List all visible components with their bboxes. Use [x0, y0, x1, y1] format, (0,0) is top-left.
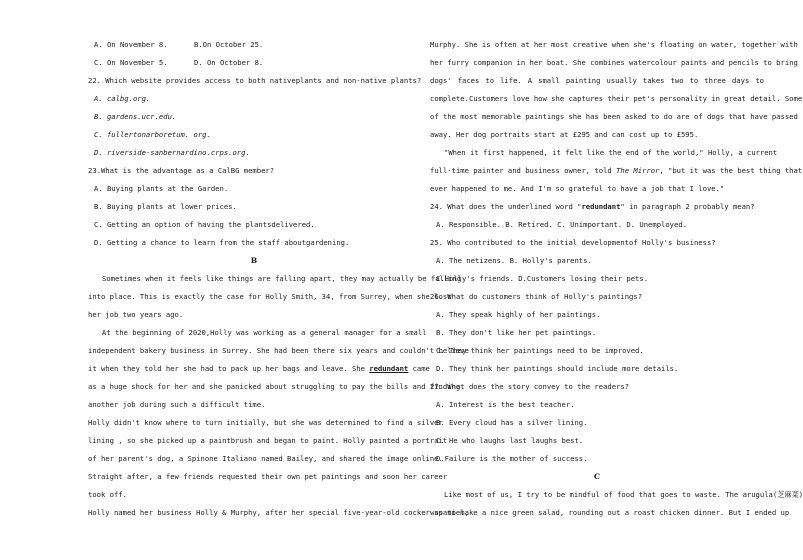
q26-option-d: D. They think her paintings should include more details.	[436, 364, 679, 373]
right-column	[430, 36, 803, 522]
left-column	[88, 36, 469, 522]
q22-option-a: A. calbg.org.	[94, 94, 151, 103]
q26-option-c: C. They think her paintings need to be improved.	[436, 346, 644, 355]
q25-options-row2: C.Holly's friends. D.Customers losing their pets.	[436, 274, 649, 283]
q23-option-d: D. Getting a chance to learn from the staff aboutgardening.	[94, 238, 350, 247]
passage-b-line: took off.	[88, 490, 127, 499]
passage-b-line: Holly didn't know where to turn initially, but she was determined to find a silver	[88, 418, 443, 427]
q27-option-b: B. Every cloud has a silver lining.	[436, 418, 588, 427]
passage-b-line-redundant: it when they told her she had to pack up her bags and leave. She redundant came	[88, 364, 430, 373]
passage-b-line: of her parent's dog, a Spinone Italiano named Bailey, and shared the image online.	[88, 454, 443, 463]
q21-option-c: C. On November 5.	[94, 58, 168, 67]
q27-option-d: D.Failure is the mother of success.	[436, 454, 588, 463]
passage-b-cont-line: of the most memorable paintings she has been asked to do are of dogs that have passed	[430, 112, 798, 121]
q26-option-a: A. They speak highly of her paintings.	[436, 310, 601, 319]
passage-b-cont-line: dogs' faces to life. A small painting usually takes two to three days to	[430, 76, 764, 85]
passage-b-cont-line: complete.Customers love how she captures their pet's personality in great detail. Some	[430, 94, 803, 103]
section-c-heading: C	[593, 472, 601, 481]
q24-question	[430, 198, 764, 216]
q23-question: 23.What is the advantage as a CalBG member?	[88, 166, 275, 175]
passage-b-line: Straight after, a few friends requested their own pet paintings and soon her career	[88, 472, 448, 481]
passage-b-line: Sometimes when it feels like things are falling apart, they may actually be falling	[102, 274, 462, 283]
passage-b-cont-line: her furry companion in her boat. She combines watercolour paints and pencils to bring	[430, 58, 798, 67]
quote-line: ever happened to me. And I'm so grateful to have a job that I love."	[430, 184, 725, 193]
quote-line-source	[430, 162, 803, 180]
q24-text: 24. What does the underlined word "	[430, 202, 582, 211]
passage-b-cont-line: Murphy. She is often at her most creative when she's floating on water, together with	[430, 40, 798, 49]
q23-option-c: C. Getting an option of having the plantsdelivered.	[94, 220, 315, 229]
q27-option-a: A. Interest is the best teacher.	[436, 400, 575, 409]
quote-text: full-time painter and business owner, told	[430, 166, 617, 175]
passage-b-line: into place. This is exactly the case for Holly Smith, 34, from Surrey, when she lost	[88, 292, 452, 301]
q27-option-c: C. He who laughs last laughs best.	[436, 436, 584, 445]
q21-options-row2	[88, 54, 420, 72]
redundant-word: redundant	[369, 364, 409, 373]
q22-option-c: C. fullertonarboretum. org.	[94, 130, 211, 139]
q26-question: 26. What do customers think of Holly's paintings?	[430, 292, 643, 301]
quote-text: , "but it was the best thing that	[659, 166, 803, 175]
q24-options: A. Responsible. B. Retired. C. Unimportant. D. Unemployed.	[436, 220, 687, 229]
passage-b-line: independent bakery business in Surrey. She had been there six years and couldn't believe	[88, 346, 469, 355]
passage-b-line: At the beginning of 2020,Holly was working as a general manager for a small	[102, 328, 427, 337]
q22-option-b: B. gardens.ucr.edu.	[94, 112, 177, 121]
q26-option-b: B. They don't like her pet paintings.	[436, 328, 597, 337]
q23-option-b: B. Buying plants at lower prices.	[94, 202, 237, 211]
q21-option-d: D. On October 8.	[194, 58, 264, 67]
passage-b-line: Holly named her business Holly & Murphy, after her special five-year-old cocker spaniel,	[88, 508, 469, 517]
passage-b-line: as a huge shock for her and she panicked about struggling to pay the bills and finding	[88, 382, 461, 391]
q25-options-row1: A. The netizens. B. Holly's parents.	[436, 256, 592, 265]
passage-c-line: was to make a nice green salad, rounding out a roast chicken dinner. But I ended up	[430, 508, 790, 517]
q27-question: 27. What does the story convey to the readers?	[430, 382, 630, 391]
passage-b-line: another job during such a difficult time.	[88, 400, 266, 409]
section-b-heading: B	[250, 256, 258, 265]
q21-option-a: A. On November 8.	[94, 40, 168, 49]
passage-c-line: Like most of us, I try to be mindful of food that goes to waste. The arugula(芝麻菜)	[444, 490, 803, 499]
q25-question: 25. Who contributed to the initial developmentof Holly's business?	[430, 238, 716, 247]
q24-word: redundant	[581, 202, 621, 211]
passage-b-came: came	[412, 364, 430, 373]
q22-option-d: D. riverside-sanbernardino.crps.org.	[94, 148, 250, 157]
q22-question: 22. Which website provides access to both nativeplants and non-native plants?	[88, 76, 422, 85]
source-the-mirror: The Mirror	[616, 166, 660, 175]
q24-text: " in paragraph 2 probably mean?	[620, 202, 755, 211]
passage-b-line: her job two years ago.	[88, 310, 184, 319]
passage-b-cont-line: away. Her dog portraits start at £295 and can cost up to £595.	[430, 130, 699, 139]
passage-b-line: lining , so she picked up a paintbrush and began to paint. Holly painted a portrait	[88, 436, 448, 445]
q21-option-b: B.On October 25.	[194, 40, 264, 49]
q23-option-a: A. Buying plants at the Garden.	[94, 184, 229, 193]
q21-options-row1	[88, 36, 420, 54]
quote-line: "When it first happened, it felt like the end of the world," Holly, a current	[444, 148, 778, 157]
